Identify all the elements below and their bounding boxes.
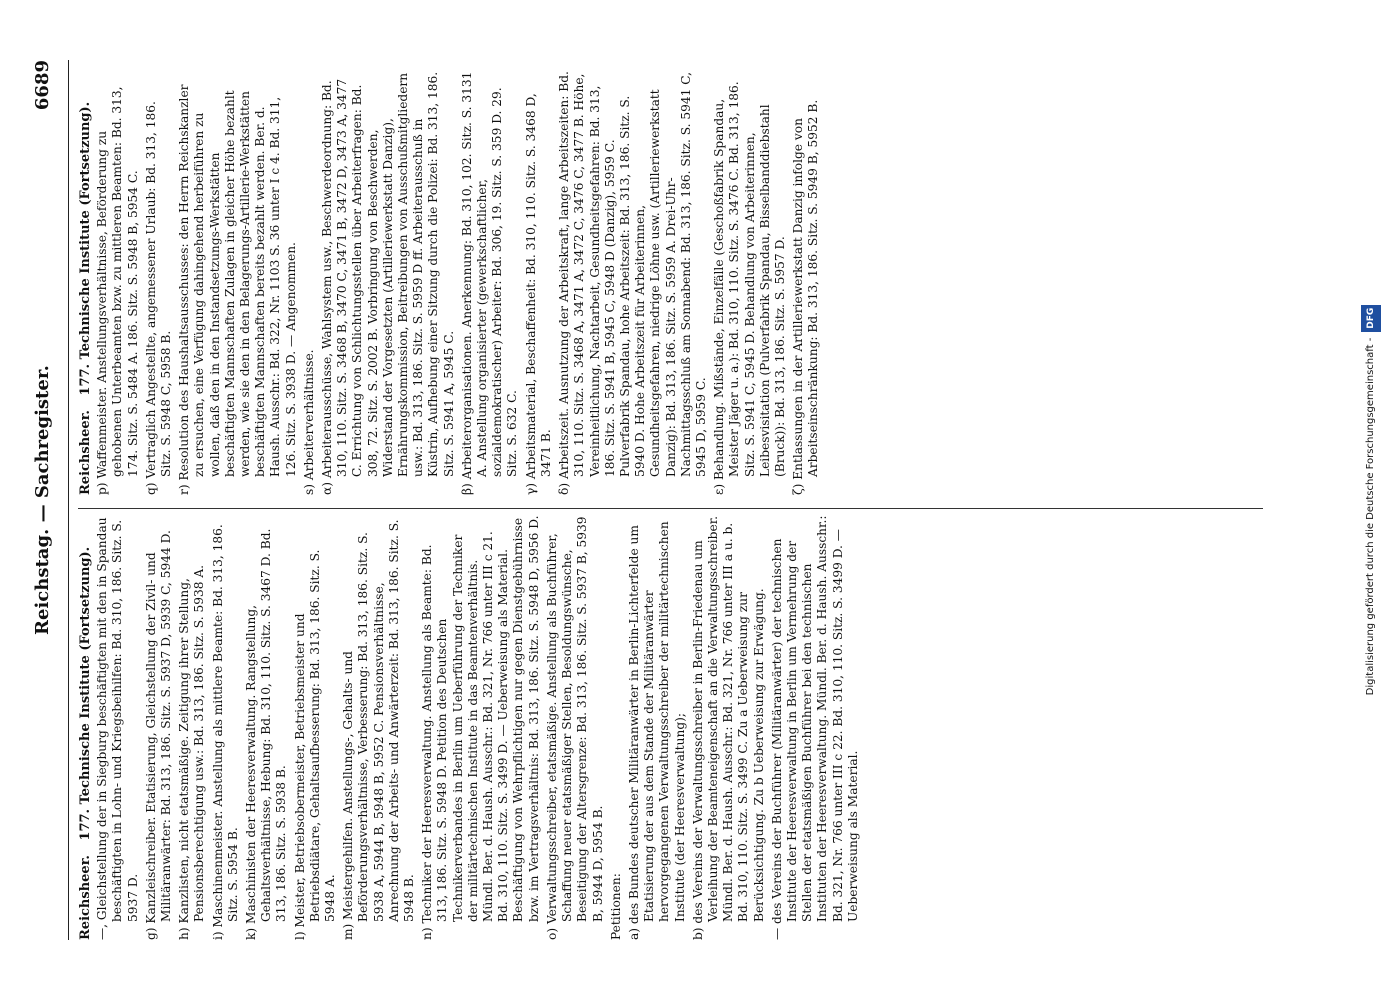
right-column-head: Reichsheer. 177. Technische Institute (Fortsetzung).: [78, 101, 93, 495]
credit-text: Digitalisierung gefördert durch die Deutsche Forschungsgemeinschaft -: [1365, 337, 1376, 696]
index-entry: —, Gleichstellung der in Siegburg beschäftigten mit den in Spandau beschäftigten in Lohn- und Kriegsbeihilfen: Bd. 310, 186. Sitz. S. 5937 D.: [95, 517, 140, 940]
index-entry: i) Maschinenmeister. Anstellung als mittlere Beamte: Bd. 313, 186. Sitz. S. 5954 B.: [210, 524, 240, 940]
index-entry: ε) Behandlung. Mißstände, Einzelfälle (Geschoßfabrik Spandau, Meister Jäger u. a.): Bd. 310, 110. Sitz. S. 3476 C. Bd. 313, 186. Sitz. S. 5941 C, 5945 D. Behandlung von Arbeiterinnen, Leibesvisitation (Pulverfabrik Spandau, Bisselbanddiebstahl (Bruck)): Bd. 313, 186. Sitz. S. 5957 D.: [712, 81, 787, 495]
index-entry: a) des Bundes deutscher Militäranwärter in Berlin-Lichterfelde um Etatisierung der aus dem Stande der Militäranwärter hervorgegangenen Verwaltungsschreiber der militärtechnischen Institute (der Heeresverwaltung);: [626, 521, 687, 940]
index-entry: — des Vereins der Buchführer (Militäranwärter) der technischen Institute der Heeresverwaltung in Berlin um Vermehrung der Stellen der etatsmäßigen Buchführer bei den technischen Instituten der Heeresverwaltung. Mündl. Ber. d. Haush. Ausschr.: Bd. 321, Nr. 766 unter III c 22. Bd. 310, 110. Sitz. S. 3499 D. — Ueberweisung als Material.: [769, 515, 860, 940]
index-entry: γ) Arbeitsmaterial, Beschaffenheit: Bd. 310, 110. Sitz. S. 3468 D, 3471 B.: [523, 93, 553, 495]
index-entry: m) Meistergehilfen. Anstellungs-, Gehalts- und Beförderungsverhältnisse, Verbesserung: Bd. 313, 186. Sitz. S. 5938 A, 5944 B, 5948 B, 5952 C. Pensionsverhältnisse, Anrechnung der Arbeits- und Anwärterzeit: Bd. 313, 186. Sitz. S. 5948 B.: [341, 519, 417, 940]
index-entry: g) Kanzleischreiber. Etatisierung, Gleichstellung der Zivil- und Militäranwärter: Bd. 313, 186. Sitz. S. 5937 D, 5939 C, 5944 D.: [143, 530, 174, 940]
left-entries: [95, 515, 861, 940]
index-entry: o) Verwaltungsschreiber, etatsmäßige. Anstellung als Buchführer, Schaffung neuer etatsmäßiger Stellen, Besoldungswünsche, Beseitigung der Altersgrenze: Bd. 313, 186. Sitz. S. 5937 B, 5939 B, 5944 D, 5954 B.: [544, 516, 605, 940]
digitization-credit: [1361, 0, 1381, 1000]
index-entry: h) Kanzlisten, nicht etatsmäßige. Zeitigung ihrer Stellung, Pensionsberechtigung usw.: Bd. 313, 186. Sitz. S. 5938 A.: [177, 564, 207, 940]
index-entry: p) Waffenmeister. Anstellungsverhältnisse, Beförderung zu gehobenen Unterbeamten bzw. zu mittleren Beamten: Bd. 313, 174. Sitz. S. 5484 A. 186. Sitz. S. 5948 B, 5954 C.: [95, 86, 140, 495]
running-title: Reichstag. — Sachregister.: [32, 365, 53, 635]
index-entry: n) Techniker der Heeresverwaltung. Anstellung als Beamte: Bd. 313, 186. Sitz. S. 5948 D. Petition des Deutschen Technikerverbandes in Berlin um Ueberführung der Techniker der militärtechnischen Institute in das Beamtenverhältnis. Mündl. Ber. d. Haush. Ausschr.: Bd. 321, Nr. 766 unter III c 21. Bd. 310, 110. Sitz. S. 3499 D. — Ueberweisung als Material. Beschäftigung von Wehrpflichtigen nur gegen Dienstgebührnisse bzw. im Vertragsverhältnis: Bd. 313, 186. Sitz. S. 5948 D, 5956 D.: [420, 515, 541, 940]
index-entry: α) Arbeiterausschüsse, Wahlsystem usw., Beschwerdeordnung: Bd. 310, 110. Sitz. S. 3468 B, 3470 C, 3471 B, 3472 D, 3473 A, 3477 C. Errichtung von Schlichtungsstellen über Arbeiterfragen: Bd. 308, 72. Sitz. S. 2002 B. Vorbringung von Beschwerden, Widerstand der Vorgesetzten (Artilleriewerkstatt Danzig), Ernährungskommission, Beitreibungen von Ausschußmitgliedern usw.: Bd. 313, 186. Sitz. S. 5959 D ff. Arbeiterausschuß in Küstrin, Aufhebung einer Sitzung durch die Polizei: Bd. 313, 186. Sitz. S. 5941 A, 5945 C.: [320, 71, 456, 495]
index-entry: l) Meister, Betriebsobermeister, Betriebsmeister und Betriebsdiätare, Gehaltsaufbesserung: Bd. 313, 186. Sitz. S. 5948 A.: [292, 549, 338, 940]
column-divider: [78, 508, 1263, 509]
index-entry: b) des Vereins der Verwaltungsschreiber in Berlin-Friedenau um Verleihung der Beamteneigenschaft an die Verwaltungsschreiber. Mündl. Ber. d. Haush. Ausschr.: Bd. 321, Nr. 766 unter III a u. b. Bd. 310, 110. Sitz. S. 3499 C. Zu a Ueberweisung zur Berücksichtigung. Zu b Ueberweisung zur Erwägung.: [690, 515, 766, 940]
index-entry: Petitionen:: [608, 873, 623, 940]
right-entries: [95, 70, 821, 495]
index-entry: r) Resolution des Haushaltsausschusses: den Herrn Reichskanzler zu ersuchen, eine Verfügung dahingehend herbeiführen zu wollen, daß den in den Instandsetzungs-Werkstätten beschäftigten Mannschaften Zulagen in gleicher Höhe bezahlt werden, wie sie den in den Belagerungs-Artillerie-Werkstätten beschäftigten Mannschaften bereits bezahlt werden. Ber. d. Haush. Ausschr.: Bd. 322, Nr. 1103 S. 36 unter I c 4. Bd. 311, 126. Sitz. S. 3938 D. — Angenommen.: [177, 84, 298, 495]
index-entry: β) Arbeiterorganisationen. Anerkennung: Bd. 310, 102. Sitz. S. 3131 A. Anstellung organisierter (gewerkschaftlicher, sozialdemokratischer) Arbeiter: Bd. 306, 19. Sitz. S. 359 D. 29. Sitz. S. 632 C.: [459, 71, 520, 495]
page-header: [32, 60, 62, 940]
left-column: [78, 515, 864, 940]
right-column: [78, 70, 825, 495]
index-entry: ζ) Entlassungen in der Artilleriewerkstatt Danzig infolge von Arbeitseinschränkung: Bd. 313, 186. Sitz. S. 5949 B, 5952 B.: [791, 99, 821, 495]
index-entry: q) Vertraglich Angestellte, angemessener Urlaub: Bd. 313, 186. Sitz. S. 5948 C, 5958 B.: [143, 101, 174, 495]
index-entry: δ) Arbeitszeit. Ausnutzung der Arbeitskraft, lange Arbeitszeiten: Bd. 310, 110. Sitz. S. 3468 A, 3471 A, 3472 C, 3476 C, 3477 B. Höhe, Vereinheitlichung, Nachtarbeit, Gesundheitsgefahren: Bd. 313, 186. Sitz. S. 5941 B, 5945 C, 5948 D (Danzig), 5959 C. Pulverfabrik Spandau, hohe Arbeitszeit: Bd. 313, 186. Sitz. S. 5940 D. Hohe Arbeitszeit für Arbeiterinnen, Gesundheitsgefahren, niedrige Löhne usw. (Artilleriewerkstatt Danzig): Bd. 313, 186. Sitz. S. 5959 A. Drei-Uhr-Nachmittagsschluß am Sonnabend: Bd. 313, 186. Sitz. S. 5941 C, 5945 D, 5959 C.: [557, 71, 708, 495]
left-column-head: Reichsheer. 177. Technische Institute (Fortsetzung).: [78, 546, 93, 940]
index-entry: k) Maschinisten der Heeresverwaltung. Rangstellung, Gehaltsverhältnisse, Hebung: Bd. 310, 110. Sitz. S. 3467 D. Bd. 313, 186. Sitz. S. 5938 B.: [244, 528, 289, 940]
dfg-logo: DFG: [1361, 305, 1381, 332]
page-number: 6689: [32, 60, 53, 111]
index-entry: s) Arbeiterverhältnisse.: [301, 349, 316, 495]
header-rule: [68, 60, 69, 940]
